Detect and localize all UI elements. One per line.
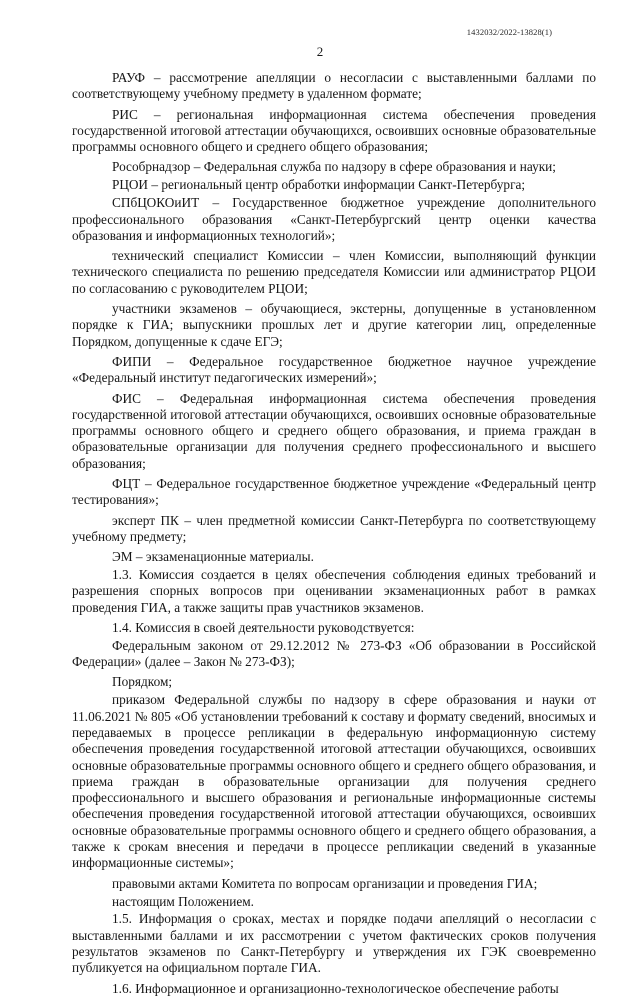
paragraph-federal-law: Федеральным законом от 29.12.2012 № 273-ФЗ «Об образовании в Российской Федерации» (далее – Закон № 273-ФЗ); [72,637,596,670]
paragraph-1-4: 1.4. Комиссия в своей деятельности руководствуется: [112,619,415,635]
paragraph-1-6: 1.6. Информационное и организационно-технологическое обеспечение работы [112,980,559,996]
paragraph-order-805: приказом Федеральной службы по надзору в сфере образования и науки от 11.06.2021 № 805 «Об установлении требований к составу и формату сведений, вносимых и передаваемых в процессе репликации в федеральную информационную систему обеспечения проведения государственной итоговой аттестации обучающихся, освоивших основные образовательные программы основного общего и среднего общего образования, и приема граждан в образовательные организации для получения среднего профессионального и высшего образования и региональные информационные системы обеспечения проведения государственной итоговой аттестации обучающихся, освоивших основные образовательные программы основного общего и среднего общего образования, а также к срокам внесения и передачи в процессе репликации сведений в указанные информационные системы»; [72,692,596,871]
paragraph-expert-pk: эксперт ПК – член предметной комиссии Санкт-Петербурга по соответствующему учебному предмету; [72,512,596,544]
paragraph-legal-acts: правовыми актами Комитета по вопросам организации и проведения ГИА; [112,875,538,891]
document-id: 1432032/2022-13828(1) [466,27,552,37]
paragraph-fipi: ФИПИ – Федеральное государственное бюджетное научное учреждение «Федеральный институт педагогических измерений»; [72,353,596,386]
paragraph-poryadok: Порядком; [112,674,173,690]
paragraph-rauf: РАУФ – рассмотрение апелляции о несогласии с выставленными баллами по соответствующему учебному предмету в удаленном формате; [72,70,596,102]
page-number: 2 [316,44,324,59]
paragraph-rcoi: РЦОИ – региональный центр обработки информации Санкт-Петербурга; [112,177,526,193]
paragraph-ris: РИС – региональная информационная система обеспечения проведения государственной итоговой аттестации обучающихся, освоивших основные образовательные программы основного общего и среднего общего образования; [72,106,596,155]
paragraph-fct: ФЦТ – Федеральное государственное бюджетное учреждение «Федеральный центр тестирования»; [72,476,596,508]
document-body [72,70,596,998]
paragraph-tech-specialist: технический специалист Комиссии – член Комиссии, выполняющий функции технического специалиста по решению председателя Комиссии или администратор РЦОИ по согласованию с руководителем РЦОИ; [72,248,596,296]
paragraph-this-regulation: настоящим Положением. [112,893,254,909]
paragraph-1-3: 1.3. Комиссия создается в целях обеспечения соблюдения единых требований и разрешения спорных вопросов при оценивании экзаменационных работ в рамках проведения ГИА, а также защиты прав участников экзаменов. [72,567,596,615]
paragraph-1-5: 1.5. Информация о сроках, местах и порядке подачи апелляций о несогласии с выставленными баллами и их рассмотрении с учетом фактических сроков получения результатов экзаменов по Санкт-Петербургу и утверждения их ГЭК своевременно публикуется на официальном портале ГИА. [72,911,596,976]
paragraph-rosobrnadzor: Рособрнадзор – Федеральная служба по надзору в сфере образования и науки; [112,159,556,175]
paragraph-exam-participants: участники экзаменов – обучающиеся, экстерны, допущенные в установленном порядке к ГИА; выпускники прошлых лет и другие категории лиц, определенные Порядком, допущенные к сдаче ЕГЭ; [72,301,596,349]
paragraph-fis: ФИС – Федеральная информационная система обеспечения проведения государственной итоговой аттестации обучающихся, освоивших основные образовательные программы основного общего и среднего общего образования, и приема граждан в образовательные организации для получения среднего профессионального и высшего образования; [72,390,596,471]
paragraph-em: ЭМ – экзаменационные материалы. [112,549,314,565]
paragraph-spbcokoiit: СПбЦОКОиИТ – Государственное бюджетное учреждение дополнительного профессионального образования «Санкт-Петербургский центр оценки качества образования и информационных технологий»; [72,195,596,243]
